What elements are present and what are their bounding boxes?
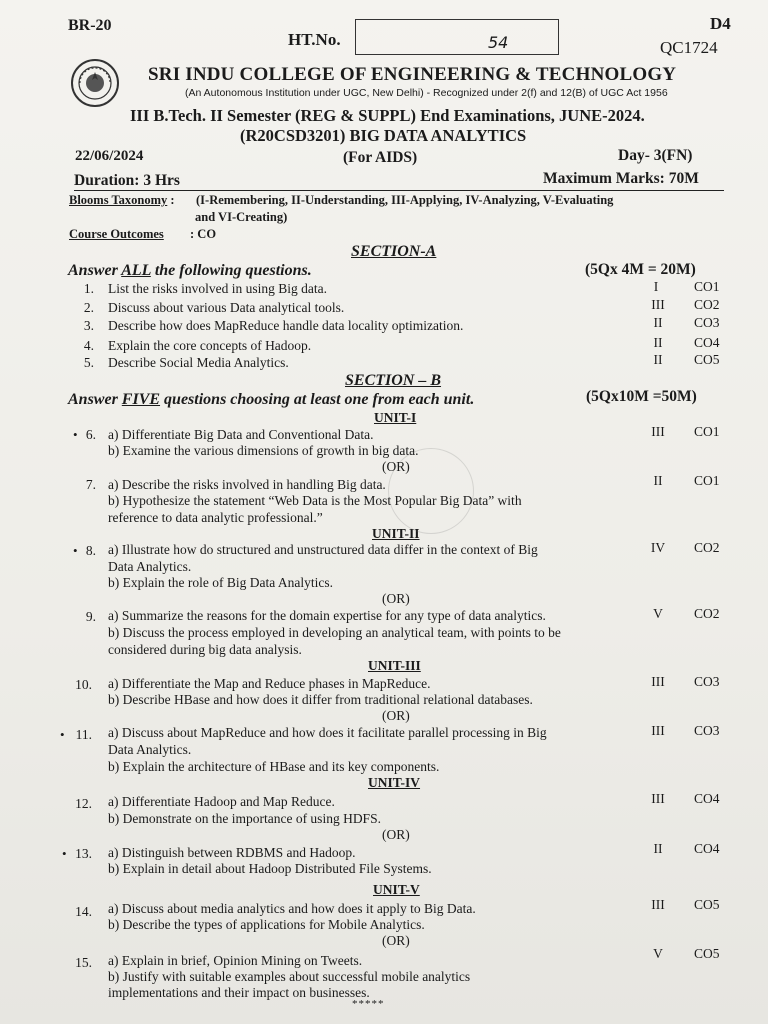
paper-code: QC1724: [660, 38, 718, 57]
course-outcome: CO3: [694, 674, 720, 689]
question-text: Explain the core concepts of Hadoop.: [108, 338, 312, 353]
blooms-level: V: [653, 606, 663, 621]
course-outcome: CO5: [694, 352, 720, 367]
blooms-level: V: [653, 946, 663, 961]
exam-date: 22/06/2024: [75, 148, 144, 164]
question-text: List the risks involved in using Big data.: [108, 281, 327, 296]
blooms-level: II: [653, 841, 663, 856]
blooms-label: [69, 193, 175, 208]
hall-ticket-number: 54: [488, 33, 509, 52]
course-outcome: CO3: [694, 315, 720, 330]
question-part-b: b) Demonstrate on the importance of using HDFS.: [108, 811, 381, 826]
question-part-b: b) Explain the role of Big Data Analytics.: [108, 575, 333, 590]
question-part-a: a) Differentiate Hadoop and Map Reduce.: [108, 794, 335, 809]
blooms-level: III: [651, 297, 665, 312]
question-part-b: b) Discuss the process employed in developing an analytical team, with points to be: [108, 625, 561, 640]
or-separator: (OR): [382, 827, 410, 842]
unit-heading: UNIT-V: [373, 882, 420, 897]
course-outcome: CO4: [694, 841, 720, 856]
section-a-instruction-em: ALL: [121, 262, 151, 279]
section-b-instruction: [68, 391, 474, 409]
question-number: 13.: [75, 846, 92, 861]
question-part-a: a) Illustrate how do structured and unstructured data differ in the context of Big: [108, 542, 538, 557]
question-text: Describe Social Media Analytics.: [108, 355, 289, 370]
or-separator: (OR): [382, 591, 410, 606]
blooms-level: III: [651, 424, 665, 439]
or-separator: (OR): [382, 708, 410, 723]
unit-heading: UNIT-I: [374, 410, 417, 425]
blooms-level: II: [653, 315, 663, 330]
branch: (For AIDS): [343, 149, 418, 166]
question-text: Describe how does MapReduce handle data locality optimization.: [108, 318, 464, 333]
course-outcome: CO5: [694, 897, 720, 912]
question-number: 7.: [85, 477, 96, 492]
set-code: D4: [710, 14, 731, 33]
course-outcome: CO1: [694, 473, 720, 488]
blooms-level: II: [653, 335, 663, 350]
question-number: 4.: [83, 338, 94, 353]
question-part-b-cont: considered during big data analysis.: [108, 642, 302, 657]
course-outcome: CO5: [694, 946, 720, 961]
question-part-a-cont: Data Analytics.: [108, 559, 192, 574]
blooms-level: II: [653, 473, 663, 488]
section-a-marks: (5Qx 4M = 20M): [585, 261, 696, 278]
blooms-level: II: [653, 352, 663, 367]
question-part-a: a) Discuss about MapReduce and how does it facilitate parallel processing in Big: [108, 725, 547, 740]
question-part-a-cont: Data Analytics.: [108, 742, 192, 757]
question-part-b: b) Describe HBase and how does it differ from traditional relational databases.: [108, 692, 533, 707]
blooms-level: III: [651, 897, 665, 912]
section-b-marks: (5Qx10M =50M): [586, 388, 697, 405]
margin-dot: •: [73, 543, 78, 558]
college-subtitle: (An Autonomous Institution under UGC, New Delhi) - Recognized under 2(f) and 12(B) of UGC Act 1956: [185, 87, 668, 99]
question-part-a: a) Summarize the reasons for the domain expertise for any type of data analytics.: [108, 608, 546, 623]
section-a-instruction-post: the following questions.: [150, 262, 312, 279]
blooms-level: III: [651, 723, 665, 738]
duration: Duration: 3 Hrs: [74, 172, 180, 189]
question-part-b: b) Examine the various dimensions of growth in big data.: [108, 443, 419, 458]
question-number: 14.: [75, 904, 92, 919]
college-seal-icon: [70, 58, 120, 108]
blooms-sep: :: [170, 193, 175, 207]
question-part-a: a) Differentiate the Map and Reduce phases in MapReduce.: [108, 676, 431, 691]
question-part-b: b) Hypothesize the statement “Web Data is the Most Popular Big Data” with: [108, 493, 522, 508]
question-number: 9.: [85, 609, 96, 624]
margin-dot: •: [73, 427, 78, 442]
question-part-a: a) Distinguish between RDBMS and Hadoop.: [108, 845, 356, 860]
course-outcome: CO2: [694, 606, 720, 621]
question-number: 5.: [83, 355, 94, 370]
course-outcome: CO2: [694, 297, 720, 312]
blooms-level: I: [653, 279, 659, 294]
course-outcome: CO4: [694, 335, 720, 350]
hall-ticket-label: HT.No.: [288, 30, 341, 49]
section-b-instruction-post: questions choosing at least one from each unit.: [160, 391, 475, 408]
course-title: (R20CSD3201) BIG DATA ANALYTICS: [240, 126, 527, 145]
question-number: 1.: [83, 281, 94, 296]
end-marker: *****: [352, 998, 385, 1010]
course-outcome: CO3: [694, 723, 720, 738]
course-outcome: CO1: [694, 279, 720, 294]
or-separator: (OR): [382, 933, 410, 948]
margin-dot: •: [62, 846, 67, 861]
question-part-b: b) Describe the types of applications for Mobile Analytics.: [108, 917, 425, 932]
course-outcome: CO1: [694, 424, 720, 439]
question-part-b: b) Explain in detail about Hadoop Distributed File Systems.: [108, 861, 432, 876]
section-b-instruction-em: FIVE: [121, 391, 161, 408]
course-outcomes-value: : CO: [190, 227, 217, 241]
faint-stamp-watermark: [388, 448, 474, 534]
course-outcome: CO4: [694, 791, 720, 806]
exam-title: III B.Tech. II Semester (REG & SUPPL) End Examinations, JUNE-2024.: [130, 106, 645, 125]
question-number: 15.: [75, 955, 92, 970]
max-marks: Maximum Marks: 70M: [543, 170, 699, 187]
question-part-a: a) Explain in brief, Opinion Mining on Tweets.: [108, 953, 363, 968]
or-separator: (OR): [382, 459, 410, 474]
section-a-title: SECTION-A: [351, 243, 437, 260]
course-outcomes-label: Course Outcomes: [69, 227, 164, 241]
blooms-levels-line2: and VI-Creating): [195, 210, 288, 224]
question-number: 11.: [75, 727, 92, 742]
section-a-instruction: [68, 262, 312, 280]
section-b-title: SECTION – B: [345, 372, 442, 389]
question-part-b: b) Explain the architecture of HBase and its key components.: [108, 759, 440, 774]
question-number: 3.: [83, 318, 94, 333]
question-part-a: a) Describe the risks involved in handling Big data.: [108, 477, 386, 492]
unit-heading: UNIT-II: [372, 526, 420, 541]
question-number: 10.: [75, 677, 92, 692]
question-part-b-cont: implementations and their impact on businesses.: [108, 985, 370, 1000]
question-part-a: a) Differentiate Big Data and Conventional Data.: [108, 427, 374, 442]
blooms-levels-line1: (I-Remembering, II-Understanding, III-Applying, IV-Analyzing, V-Evaluating: [196, 193, 614, 207]
question-number: 6.: [85, 427, 96, 442]
blooms-level: III: [651, 674, 665, 689]
divider: [74, 190, 724, 191]
blooms-level: III: [651, 791, 665, 806]
question-part-a: a) Discuss about media analytics and how does it apply to Big Data.: [108, 901, 476, 916]
blooms-label-text: Blooms Taxonomy: [69, 193, 168, 207]
margin-dot: •: [60, 727, 65, 742]
section-b-instruction-pre: Answer: [68, 391, 122, 408]
unit-heading: UNIT-III: [368, 658, 421, 673]
question-text: Discuss about various Data analytical tools.: [108, 300, 345, 315]
question-number: 8.: [85, 543, 96, 558]
question-part-b-cont: reference to data analytic professional.”: [108, 510, 323, 525]
regulation-code: BR-20: [68, 17, 112, 34]
question-number: 12.: [75, 796, 92, 811]
question-number: 2.: [83, 300, 94, 315]
blooms-level: IV: [650, 540, 666, 555]
course-outcome: CO2: [694, 540, 720, 555]
hall-ticket-box: [355, 19, 559, 55]
unit-heading: UNIT-IV: [368, 775, 421, 790]
section-a-instruction-pre: Answer: [68, 262, 122, 279]
college-name: SRI INDU COLLEGE OF ENGINEERING & TECHNOLOGY: [148, 64, 677, 85]
exam-day: Day- 3(FN): [618, 147, 693, 164]
question-part-b: b) Justify with suitable examples about successful mobile analytics: [108, 969, 471, 984]
